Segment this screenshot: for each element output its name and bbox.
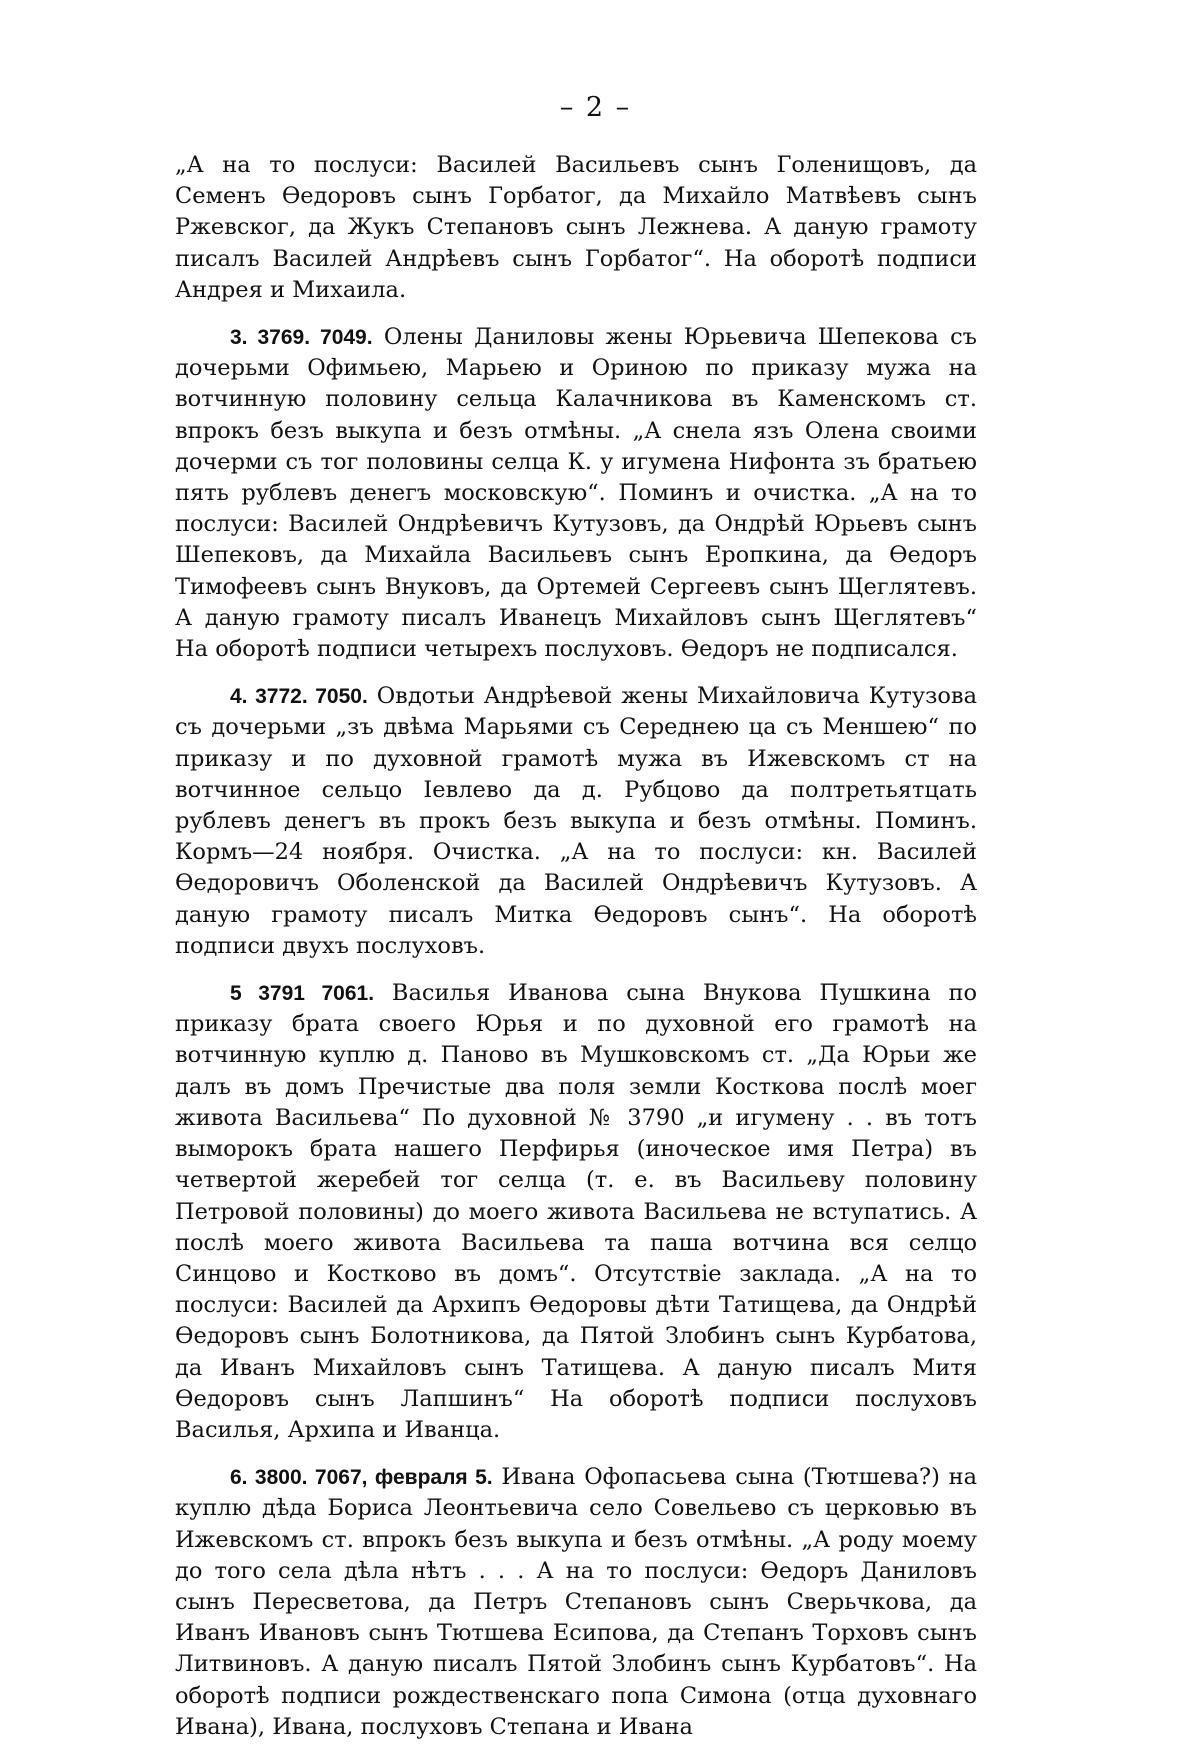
entry-paragraph-3: [175, 322, 977, 665]
entry-number: 3. 3769. 7049.: [230, 326, 373, 350]
entry-number: 4. 3772. 7050.: [230, 685, 368, 709]
entry-number: 5 3791 7061.: [230, 982, 375, 1006]
paragraph-text: „А на то послуси: Василей Васильевъ сынъ Голенищовъ, да Семенъ Ѳедоровъ сынъ Горбатог, да Михайло Матвѣевъ сынъ Ржевског, да Жукъ Степановъ сынъ Лежнева. А даную грамоту писалъ Василей Андрѣевъ сынъ Горбатог“. На оборотѣ подписи Андрея и Михаила.: [175, 152, 977, 303]
entry-paragraph-4: [175, 681, 977, 962]
entry-paragraph-6: [175, 1462, 977, 1743]
entry-number: 6. 3800. 7067, февраля 5.: [230, 1466, 493, 1490]
entry-text: Олены Даниловы жены Юрьевича Шепекова съ дочерьми Офимьею, Марьею и Ориною по приказу мужа на вотчинную половину сельца Калачникова въ Каменскомъ ст. впрокъ безъ выкупа и безъ отмѣны. „А снела язъ Олена своими дочерми съ тог половины селца К. у игумена Нифонта зъ братьею пять рублевъ денегъ московскую“. Поминъ и очистка. „А на то послуси: Василей Ондрѣевичъ Кутузовъ, да Ондрѣй Юрьевъ сынъ Шепековъ, да Михайла Васильевъ сынъ Еропкина, да Ѳедоръ Тимофеевъ сынъ Внуковъ, да Ортемей Сергеевъ сынъ Щеглятевъ. А даную грамоту писалъ Иванецъ Михайловъ сынъ Щеглятевъ“ На оборотѣ подписи четырехъ послуховъ. Ѳедоръ не подписался.: [175, 324, 977, 663]
entry-text: Ивана Офопасьева сына (Тютшева?) на куплю дѣда Бориса Леонтьевича село Совельево съ церковью въ Ижевскомъ ст. впрокъ безъ выкупа и безъ отмѣны. „А роду моему до того села дѣла нѣтъ . . . А на то послуси: Ѳедоръ Даниловъ сынъ Пересветова, да Петръ Степановъ сынъ Сверьчкова, да Иванъ Ивановъ сынъ Тютшева Есипова, да Степанъ Торховъ сынъ Литвиновъ. А даную писалъ Пятой Злобинъ сынъ Курбатовъ“. На оборотѣ подписи рождественскаго попа Симона (отца духовнаго Ивана), Ивана, послуховъ Степана и Ивана: [175, 1464, 977, 1740]
entry-text: Овдотьи Андрѣевой жены Михайловича Кутузова съ дочерьми „зъ двѣма Марьями съ Середнею ца съ Меншею“ по приказу и по духовной грамотѣ мужа въ Ижевскомъ ст на вотчинное сельцо Іевлево да д. Рубцово да полтретьятцать рублевъ денегъ въ прокъ безъ выкупа и безъ отмѣны. Поминъ. Кормъ—24 ноября. Очистка. „А на то послуси: кн. Василей Ѳедоровичъ Оболенской да Василей Ондрѣевичъ Кутузовъ. А даную грамоту писалъ Митка Ѳедоровъ сынъ“. На оборотѣ подписи двухъ послуховъ.: [175, 683, 977, 959]
document-body: [175, 150, 977, 1759]
entry-text: Василья Иванова сына Внукова Пушкина по приказу брата своего Юрья и по духовной его грамотѣ на вотчинную куплю д. Паново въ Мушковскомъ ст. „Да Юрьи же далъ въ домъ Пречистые два поля земли Косткова послѣ моег живота Васильева“ По духовной № 3790 „и игумену . . въ тотъ выморокъ брата нашего Перфирья (иноческое имя Петра) въ четвертой жеребей тог селца (т. е. въ Васильеву половину Петровой половины) до моего живота Васильева не вступатись. А послѣ моего живота Васильева та паша вотчина вся селцо Синцово и Костково въ домъ“. Отсутствіе заклада. „А на то послуси: Василей да Архипъ Ѳедоровы дѣти Татищева, да Ондрѣй Ѳедоровъ сынъ Болотникова, да Пятой Злобинъ сынъ Курбатова, да Иванъ Михайловъ сынъ Татищева. А даную писалъ Митя Ѳедоровъ сынъ Лапшинъ“ На оборотѣ подписи послуховъ Василья, Архипа и Иванца.: [175, 980, 978, 1443]
paragraph-continuation: [175, 150, 977, 306]
page-number: – 2 –: [559, 92, 632, 123]
entry-paragraph-5: [175, 978, 977, 1446]
